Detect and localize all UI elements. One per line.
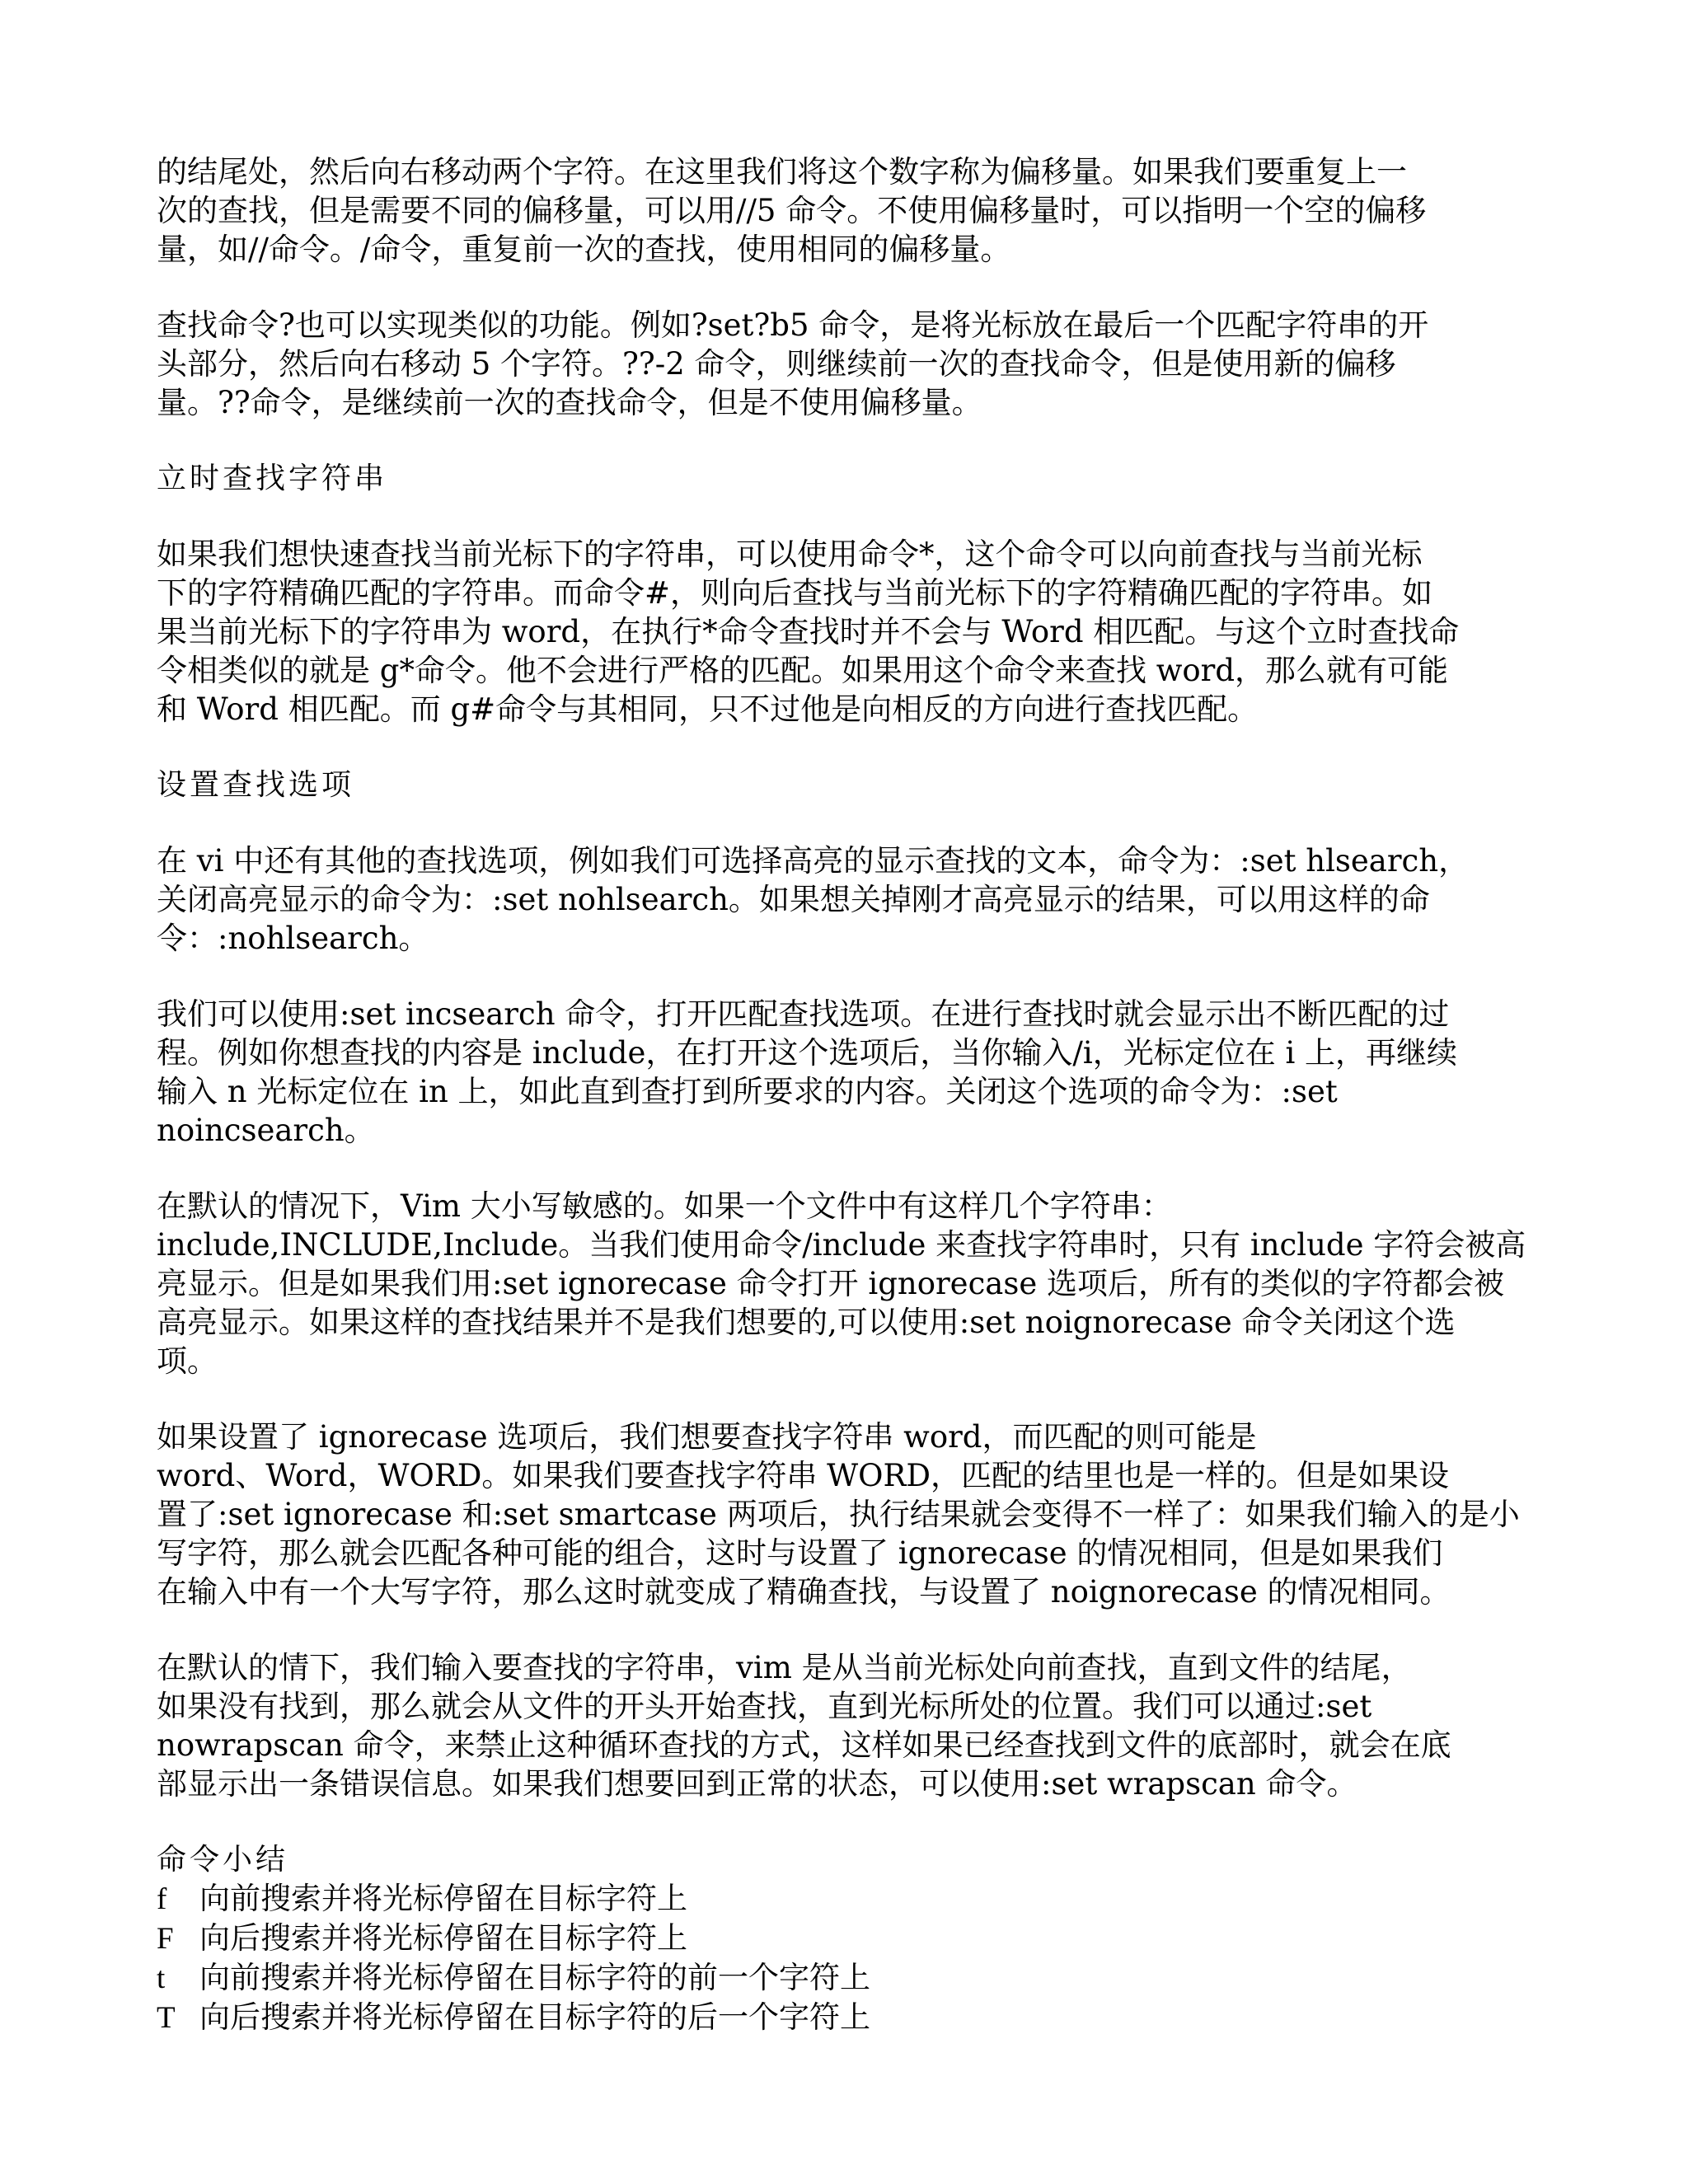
paragraph-smartcase [157, 1418, 1541, 1611]
text-line: 次的查找，但是需要不同的偏移量，可以用//5 命令。不使用偏移量时，可以指明一个空的偏移 [157, 193, 1427, 228]
paragraph-ignorecase [157, 1187, 1541, 1380]
text-line: 令相类似的就是 g*命令。他不会进行严格的匹配。如果用这个命令来查找 word，那么就有可能 [157, 653, 1449, 688]
text-line: 我们可以使用:set incsearch 命令，打开匹配查找选项。在进行查找时就会显示出不断匹配的过 [157, 996, 1450, 1032]
paragraph-incsearch [157, 995, 1541, 1150]
text-line: 高亮显示。如果这样的查找结果并不是我们想要的,可以使用:set noignorecase 命令关闭这个选 [157, 1305, 1456, 1340]
summary-item [157, 1958, 1541, 1998]
command-key: T [157, 2001, 176, 2035]
text-line: 量，如//命令。/命令，重复前一次的查找，使用相同的偏移量。 [157, 232, 1011, 267]
text-line: 如果我们想快速查找当前光标下的字符串，可以使用命令*，这个命令可以向前查找与当前光标 [157, 537, 1423, 572]
text-line: 下的字符精确匹配的字符串。而命令#，则向后查找与当前光标下的字符精确匹配的字符串。如 [157, 575, 1432, 611]
text-line: 程。例如你想查找的内容是 include，在打开这个选项后，当你输入/i，光标定位在 i 上，再继续 [157, 1035, 1458, 1071]
paragraph-backward-search [157, 306, 1541, 422]
paragraph-offset-repeat [157, 152, 1541, 269]
text-line: 置了:set ignorecase 和:set smartcase 两项后，执行结果就会变得不一样了：如果我们输入的是小 [157, 1497, 1520, 1532]
text-line: 令：:nohlsearch。 [157, 921, 429, 956]
paragraph-wrapscan [157, 1648, 1541, 1803]
command-description: 向后搜索并将光标停留在目标字符上 [199, 1920, 687, 1956]
text-line: 果当前光标下的字符串为 word，在执行*命令查找时并不会与 Word 相匹配。与这个立时查找命 [157, 614, 1460, 649]
section-heading-instant-search: 立时查找字符串 [157, 462, 388, 495]
paragraph-instant-search [157, 535, 1541, 729]
summary-item [157, 1879, 1541, 1919]
summary-title: 命令小结 [157, 1843, 289, 1877]
text-line: noincsearch。 [157, 1113, 375, 1148]
command-key: t [157, 1961, 166, 1995]
text-line: 项。 [157, 1343, 218, 1379]
paragraph-hlsearch [157, 841, 1541, 958]
text-line: nowrapscan 命令，来禁止这种循环查找的方式，这样如果已经查找到文件的底部时，就会在底 [157, 1727, 1451, 1763]
summary-item [157, 1919, 1541, 1958]
summary-list [157, 1879, 1541, 2037]
command-description: 向后搜索并将光标停留在目标字符的后一个字符上 [199, 1999, 870, 2035]
command-summary [157, 1840, 1541, 2037]
text-line: include,INCLUDE,Include。当我们使用命令/include 来查找字符串时，只有 include 字符会被高 [157, 1227, 1526, 1263]
text-line: 输入 n 光标定位在 in 上，如此直到查打到所要求的内容。关闭这个选项的命令为：:set [157, 1074, 1338, 1109]
command-key: f [157, 1882, 167, 1916]
text-line: 在默认的情下，我们输入要查找的字符串，vim 是从当前光标处向前查找，直到文件的结尾， [157, 1650, 1412, 1685]
text-line: 在默认的情况下，Vim 大小写敏感的。如果一个文件中有这样几个字符串： [157, 1188, 1172, 1224]
text-line: 亮显示。但是如果我们用:set ignorecase 命令打开 ignorecase 选项后，所有的类似的字符都会被 [157, 1266, 1505, 1301]
command-description: 向前搜索并将光标停留在目标字符的前一个字符上 [199, 1960, 870, 1995]
text-line: 如果设置了 ignorecase 选项后，我们想要查找字符串 word，而匹配的则可能是 [157, 1419, 1257, 1455]
document-body [157, 152, 1541, 2037]
text-line: 头部分，然后向右移动 5 个字符。??-2 命令，则继续前一次的查找命令，但是使用新的偏移 [157, 346, 1396, 382]
text-line: 如果没有找到，那么就会从文件的开头开始查找，直到光标所处的位置。我们可以通过:set [157, 1689, 1372, 1724]
text-line: word、Word，WORD。如果我们要查找字符串 WORD，匹配的结里也是一样的。但是如果设 [157, 1458, 1450, 1493]
command-key: F [157, 1922, 174, 1956]
summary-item [157, 1998, 1541, 2037]
text-line: 关闭高亮显示的命令为：:set nohlsearch。如果想关掉刚才高亮显示的结果，可以用这样的命 [157, 882, 1430, 917]
section-heading-search-options: 设置查找选项 [157, 768, 355, 802]
text-line: 部显示出一条错误信息。如果我们想要回到正常的状态，可以使用:set wrapscan 命令。 [157, 1766, 1357, 1802]
text-line: 在 vi 中还有其他的查找选项，例如我们可选择高亮的显示查找的文本，命令为：:set hlsearch， [157, 843, 1470, 879]
text-line: 在输入中有一个大写字符，那么这时就变成了精确查找，与设置了 noignorecase 的情况相同。 [157, 1574, 1451, 1610]
text-line: 查找命令?也可以实现类似的功能。例如?set?b5 命令，是将光标放在最后一个匹配字符串的开 [157, 307, 1429, 343]
text-line: 量。??命令，是继续前一次的查找命令，但是不使用偏移量。 [157, 385, 982, 420]
text-line: 写字符，那么就会匹配各种可能的组合，这时与设置了 ignorecase 的情况相同，但是如果我们 [157, 1535, 1443, 1571]
command-description: 向前搜索并将光标停留在目标字符上 [199, 1881, 687, 1916]
text-line: 和 Word 相匹配。而 g#命令与其相同，只不过他是向相反的方向进行查找匹配。 [157, 691, 1259, 727]
text-line: 的结尾处，然后向右移动两个字符。在这里我们将这个数字称为偏移量。如果我们要重复上一 [157, 154, 1407, 190]
